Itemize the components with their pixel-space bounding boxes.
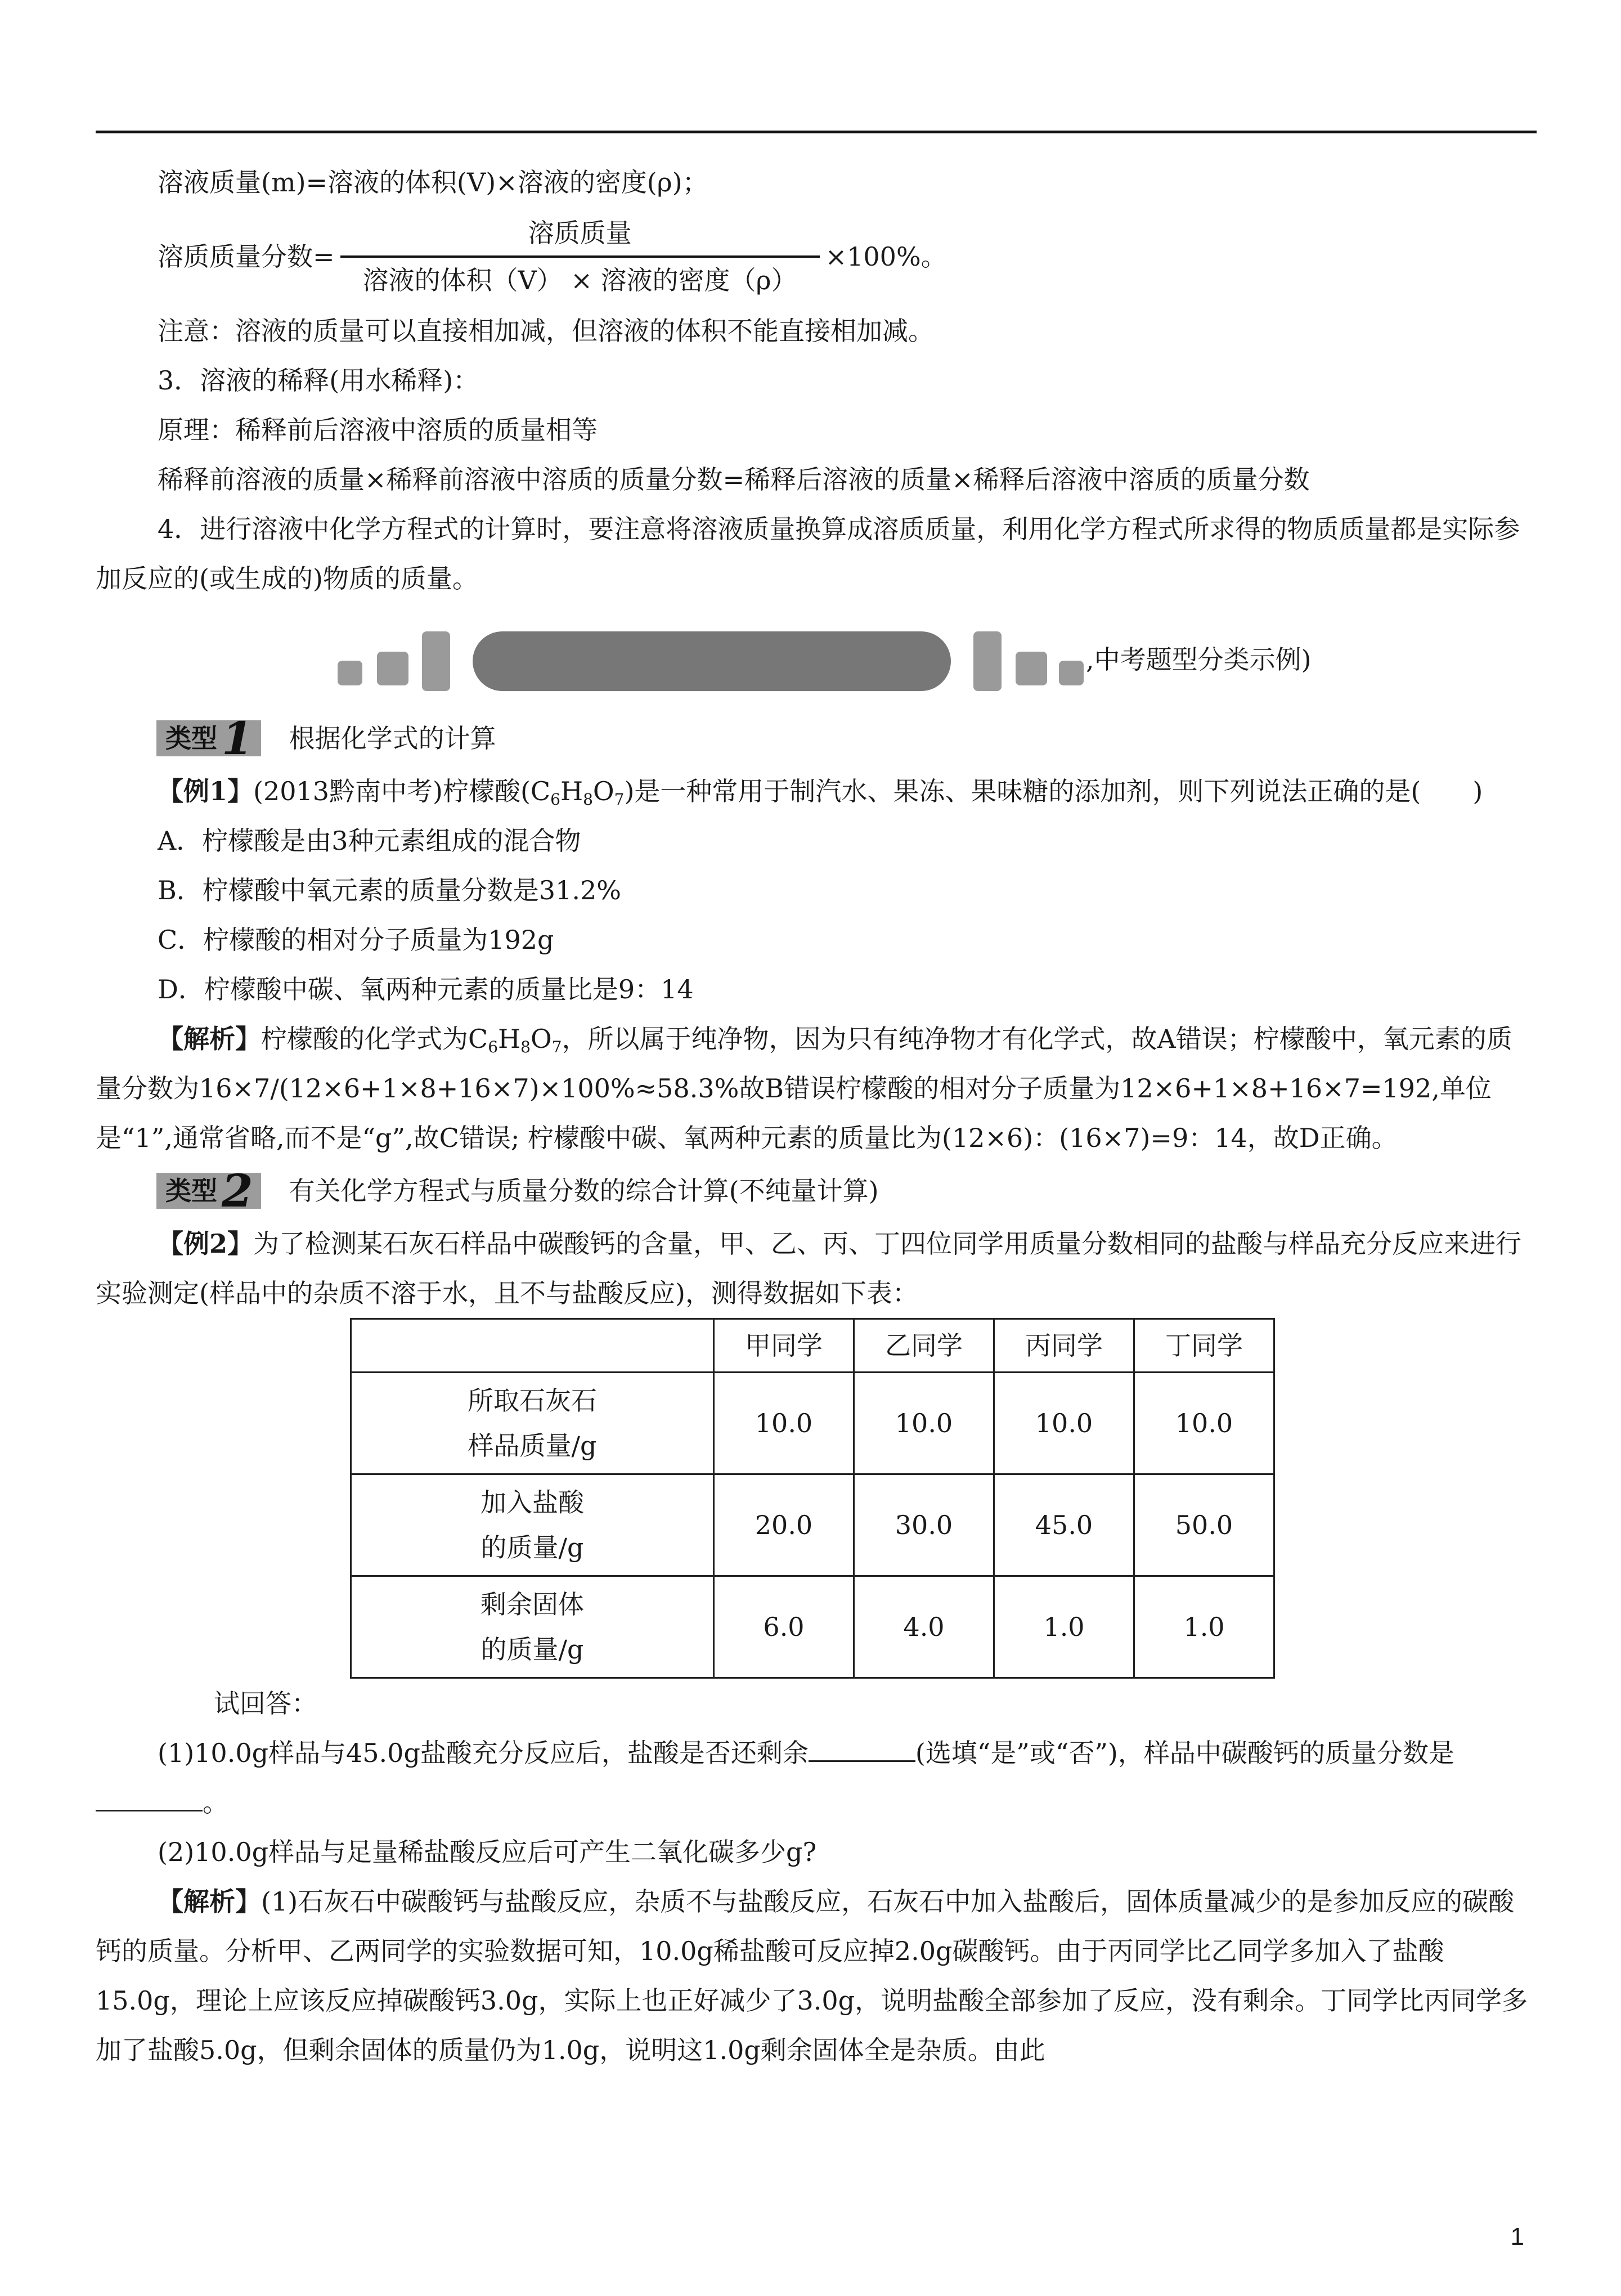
analysis-label: 【解析】 (158, 1886, 261, 1917)
page-number: 1 (1510, 2223, 1524, 2250)
row-label-line: 所取石灰石 (468, 1385, 597, 1416)
table-row-label (351, 1373, 714, 1474)
question-text: (选填“是”或“否”)，样品中碳酸钙的质量分数是 (915, 1738, 1454, 1768)
page-body (96, 158, 1537, 2075)
option-b: B．柠檬酸中氧元素的质量分数是31.2% (158, 875, 621, 905)
analysis-label: 【解析】 (158, 1024, 261, 1054)
fraction-denominator: 溶液的体积（V） × 溶液的密度（ρ） (340, 255, 820, 303)
fraction-prefix: 溶质质量分数= (158, 241, 335, 272)
table-cell: 4.0 (854, 1576, 994, 1678)
banner-square (1059, 661, 1084, 685)
table-header-cell: 丁同学 (1134, 1319, 1274, 1373)
question-1 (96, 1728, 1537, 1827)
table-cell: 10.0 (714, 1373, 854, 1474)
table-cell: 45.0 (994, 1474, 1134, 1576)
fraction-numerator: 溶质质量 (528, 218, 632, 248)
option-d: D．柠檬酸中碳、氧两种元素的质量比是9：14 (158, 974, 694, 1004)
example-text: 为了检测某石灰石样品中碳酸钙的含量，甲、乙、丙、丁四位同学用质量分数相同的盐酸与样品充分反应来进行实验测定(样品中的杂质不溶于水，且不与盐酸反应)，测得数据如下表： (96, 1228, 1522, 1308)
type-1-heading (96, 710, 1537, 766)
data-table (350, 1318, 1275, 1679)
mass-fraction-formula (96, 207, 1537, 306)
example-label: 【例1】 (158, 776, 254, 806)
type-badge (156, 712, 261, 765)
table-cell: 50.0 (1134, 1474, 1274, 1576)
row-label-line: 样品质量/g (468, 1430, 597, 1461)
point-4: 4．进行溶液中化学方程式的计算时，要注意将溶液质量换算成溶质质量，利用化学方程式所求得的物质质量都是实际参加反应的(或生成的)物质的质量。 (96, 514, 1520, 594)
banner-pill (473, 631, 951, 691)
formula-subscript: 6 (488, 1038, 499, 1056)
banner-square (377, 652, 408, 685)
formula-part: C (530, 776, 551, 806)
formula-subscript: 6 (550, 790, 560, 809)
type-2-heading (96, 1163, 1537, 1219)
table-header-cell (351, 1319, 714, 1373)
analysis-2 (96, 1877, 1537, 2075)
example-1 (96, 766, 1537, 816)
formula-subscript: 7 (551, 1038, 562, 1056)
table-header-cell: 乙同学 (854, 1319, 994, 1373)
type-badge-label: 类型 (165, 1176, 217, 1206)
table-cell: 6.0 (714, 1576, 854, 1678)
type-badge-number: 1 (222, 712, 253, 765)
table-header-cell: 丙同学 (994, 1319, 1134, 1373)
question-text: (1)10.0g样品与45.0g盐酸充分反应后，盐酸是否还剩余 (158, 1738, 809, 1768)
type-badge (156, 1164, 261, 1217)
table-header-row (351, 1319, 1274, 1373)
row-label-line: 加入盐酸 (481, 1487, 584, 1518)
fraction (340, 210, 820, 303)
table-row (351, 1576, 1274, 1678)
note-line: 注意：溶液的质量可以直接相加减，但溶液的体积不能直接相加减。 (158, 316, 934, 346)
table-cell: 30.0 (854, 1474, 994, 1576)
table-cell: 10.0 (1134, 1373, 1274, 1474)
table-header-cell: 甲同学 (714, 1319, 854, 1373)
formula-subscript: 7 (614, 790, 625, 809)
header-rule (96, 131, 1537, 133)
example-text: )是一种常用于制汽水、果冻、果味糖的添加剂，则下列说法正确的是( ) (624, 776, 1483, 806)
analysis-text: ，所以属于纯净物，因为只有纯净物才有化学式，故A错误；柠檬酸中，氧元素的质量分数为16×7/(12×6+1×8+16×7)×100%≈58.3%故B错误柠檬酸的相对分子质量为12×6+1×8+16×7=192,单位是“1”,通常省略,而不是“g”,故C错误; 柠檬酸中碳、氧两种元素的质量比为(12×6)：(16×7)=9：14，故D正确。 (96, 1024, 1512, 1153)
formula-part: C (468, 1024, 488, 1054)
analysis-1 (96, 1014, 1537, 1163)
option-c: C．柠檬酸的相对分子质量为192g (158, 925, 554, 955)
formula-part: O (592, 776, 614, 806)
table-cell: 1.0 (994, 1576, 1134, 1678)
table-row-label (351, 1474, 714, 1576)
banner-square (973, 631, 1002, 691)
row-label-line: 的质量/g (481, 1634, 584, 1665)
table-cell: 10.0 (854, 1373, 994, 1474)
formula-part: H (560, 776, 583, 806)
row-label-line: 的质量/g (481, 1532, 584, 1563)
banner-square (338, 661, 362, 685)
question-2: (2)10.0g样品与足量稀盐酸反应后可产生二氧化碳多少g? (158, 1837, 817, 1867)
example-2 (96, 1219, 1537, 1318)
table-row-label (351, 1576, 714, 1678)
banner-square (422, 631, 450, 691)
type-badge-number: 2 (222, 1164, 253, 1217)
prompt: 试回答： (214, 1688, 317, 1719)
formula-part: H (498, 1024, 521, 1054)
formula-part: O (530, 1024, 552, 1054)
question-text: 。 (203, 1787, 228, 1818)
analysis-text: (1)石灰石中碳酸钙与盐酸反应，杂质不与盐酸反应，石灰石中加入盐酸后，固体质量减少的是参加反应的碳酸钙的质量。分析甲、乙两同学的实验数据可知，10.0g稀盐酸可反应掉2.0g碳酸钙。由于丙同学比乙同学多加入了盐酸15.0g，理论上应该反应掉碳酸钙3.0g，实际上也正好减少了3.0g，说明盐酸全部参加了反应，没有剩余。丁同学比丙同学多加了盐酸5.0g，但剩余固体的质量仍为1.0g，说明这1.0g剩余固体全是杂质。由此 (96, 1886, 1528, 2065)
dilution-formula: 稀释前溶液的质量×稀释前溶液中溶质的质量分数=稀释后溶液的质量×稀释后溶液中溶质的质量分数 (158, 464, 1310, 495)
formula-subscript: 8 (583, 790, 593, 809)
table-cell: 10.0 (994, 1373, 1134, 1474)
formula-mass-line: 溶液质量(m)=溶液的体积(V)×溶液的密度(ρ)； (158, 167, 708, 198)
table-cell: 1.0 (1134, 1576, 1274, 1678)
type-badge-label: 类型 (165, 723, 217, 754)
example-label: 【例2】 (158, 1228, 254, 1259)
dilution-heading: 3．溶液的稀释(用水稀释)： (158, 365, 479, 396)
banner-square (1016, 652, 1047, 685)
table-row (351, 1474, 1274, 1576)
section-banner (96, 615, 1537, 705)
table-row (351, 1373, 1274, 1474)
answer-blank[interactable] (809, 1732, 915, 1762)
banner-text: ,中考题型分类示例) (1086, 644, 1312, 675)
type-title: 根据化学式的计算 (289, 723, 496, 754)
formula-subscript: 8 (520, 1038, 531, 1056)
type-title: 有关化学方程式与质量分数的综合计算(不纯量计算) (289, 1176, 879, 1206)
option-a: A．柠檬酸是由3种元素组成的混合物 (158, 826, 581, 856)
table-cell: 20.0 (714, 1474, 854, 1576)
fraction-suffix: ×100%。 (825, 241, 947, 272)
answer-blank[interactable] (96, 1782, 203, 1811)
example-text: (2013黔南中考)柠檬酸( (253, 776, 531, 806)
dilution-principle: 原理：稀释前后溶液中溶质的质量相等 (158, 415, 598, 445)
row-label-line: 剩余固体 (481, 1589, 584, 1620)
analysis-text: 柠檬酸的化学式为 (261, 1024, 468, 1054)
